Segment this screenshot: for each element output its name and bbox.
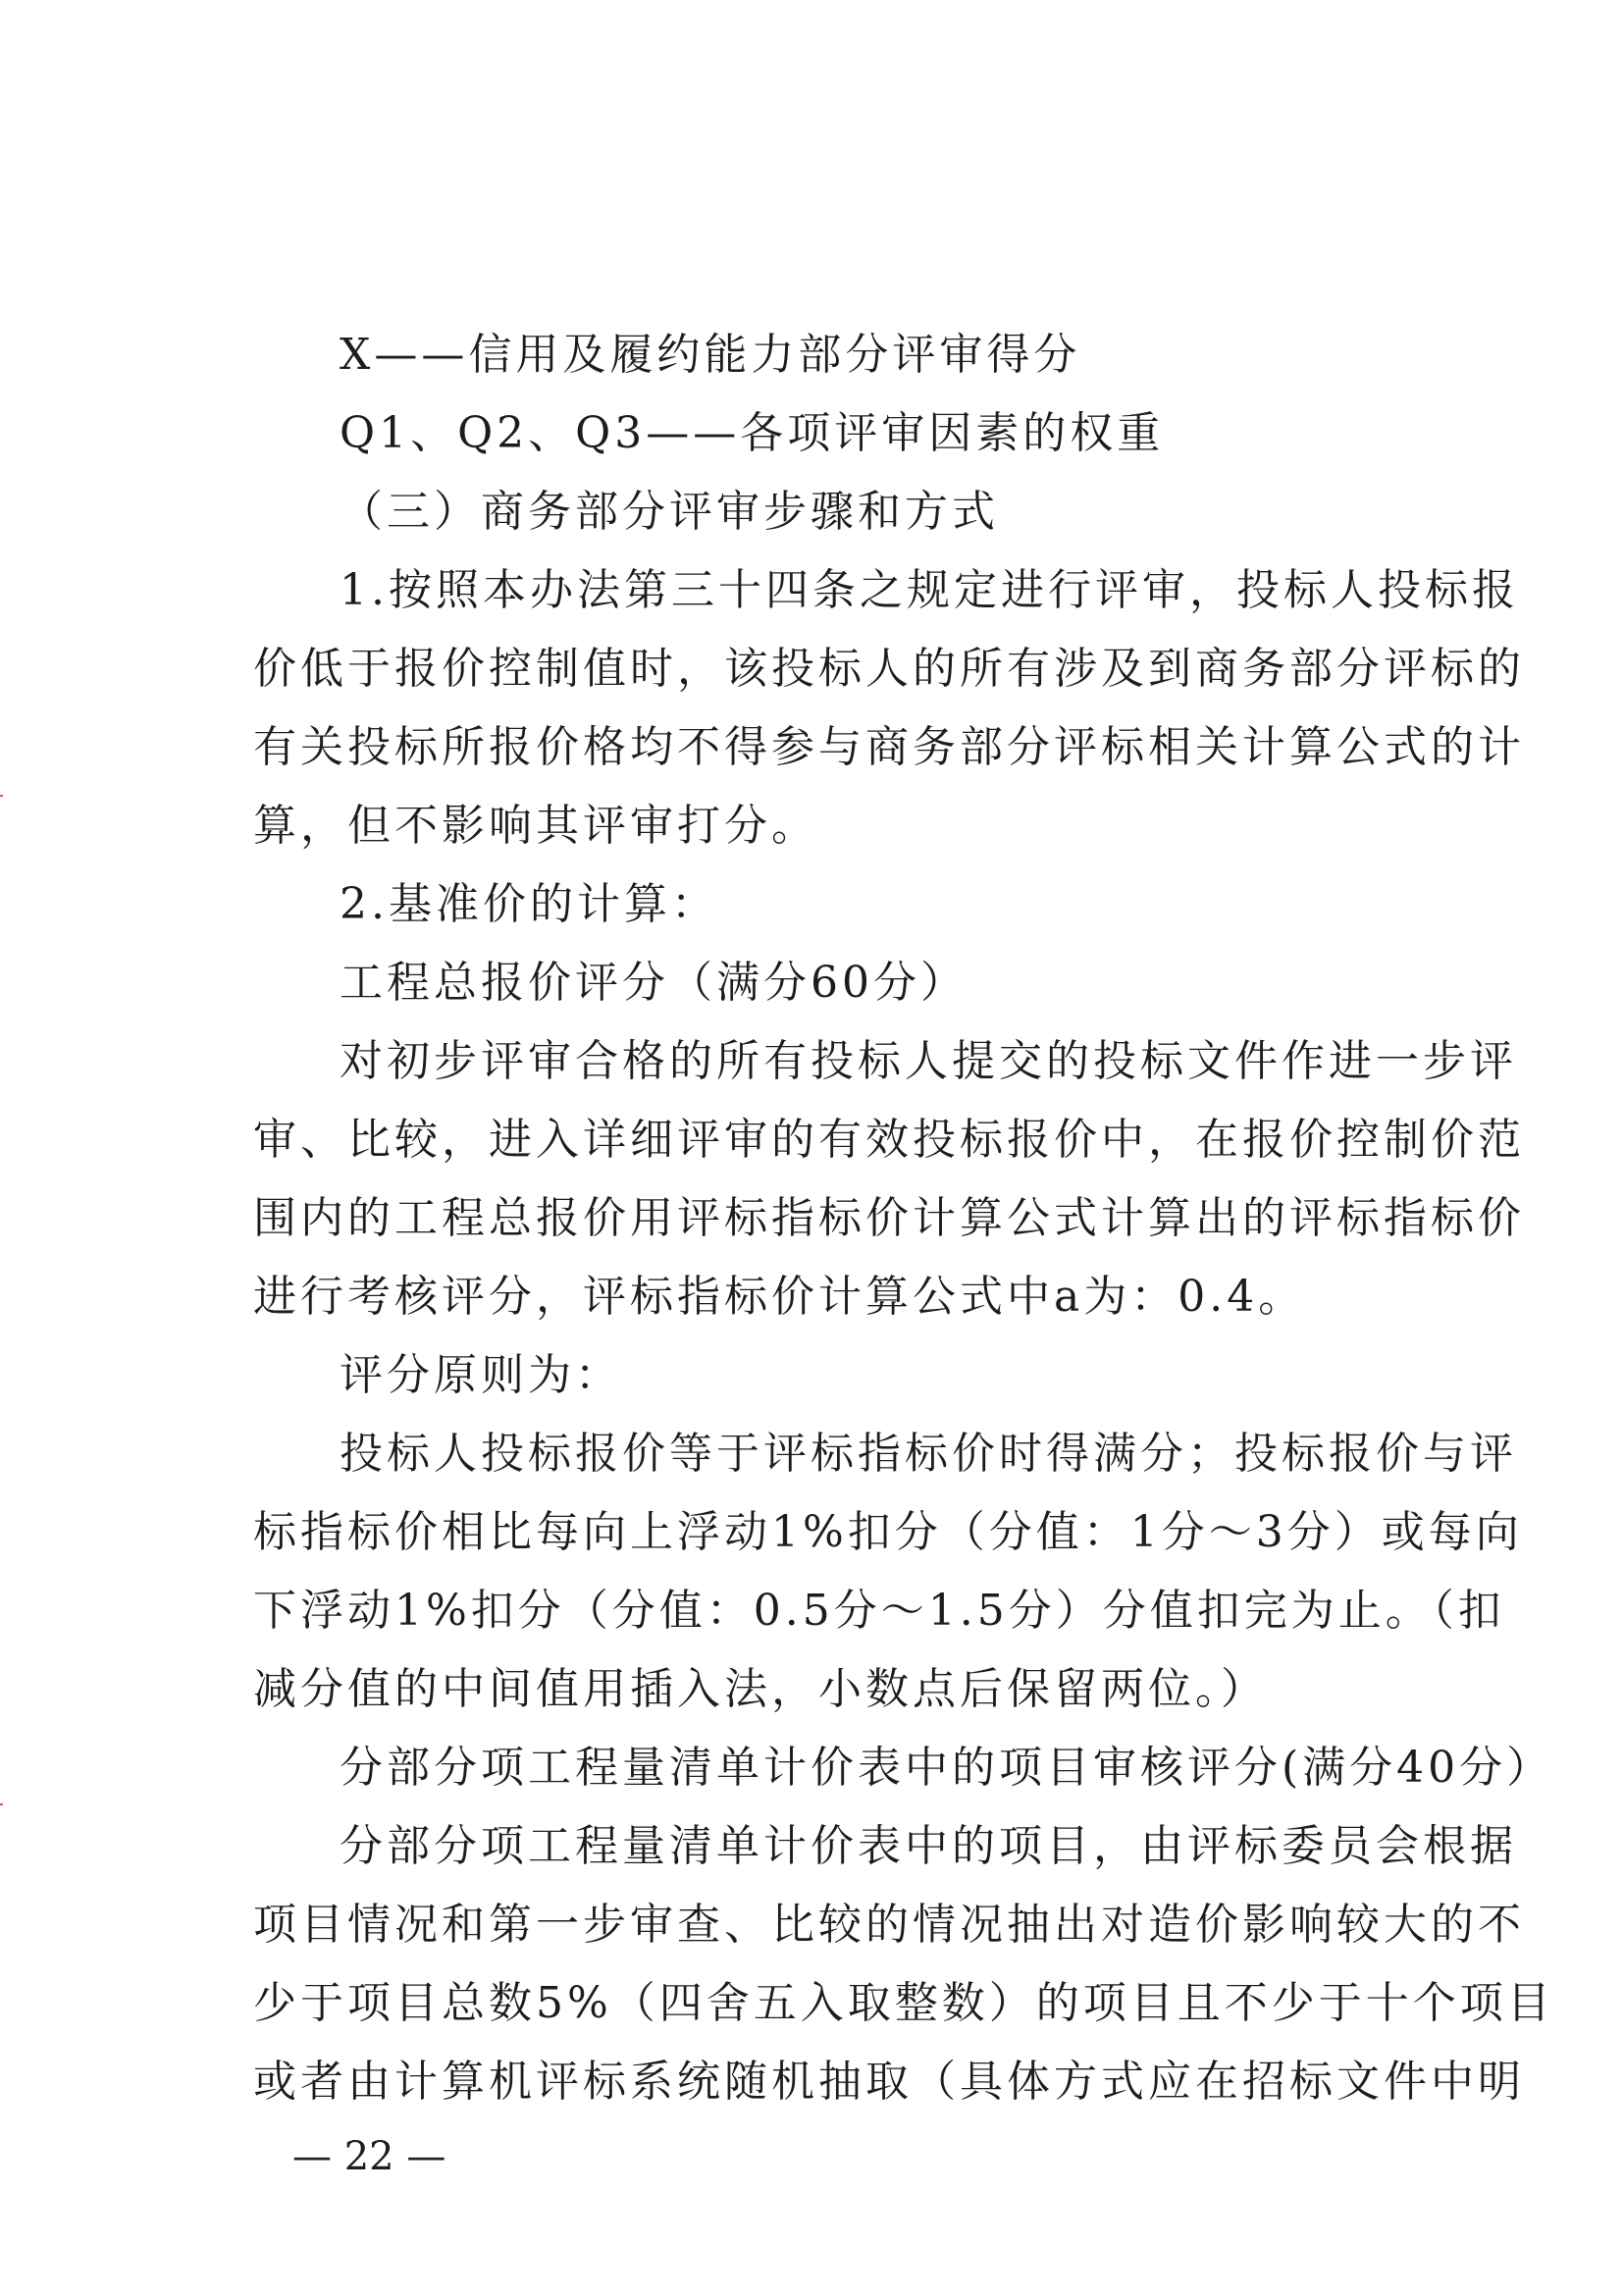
paragraph-line: 对初步评审合格的所有投标人提交的投标文件作进一步评	[340, 1036, 1517, 1086]
paragraph-line: 价低于报价控制值时，该投标人的所有涉及到商务部分评标的	[253, 644, 1525, 694]
paragraph-line: 审、比较，进入详细评审的有效投标报价中，在报价控制价范	[253, 1115, 1525, 1165]
paragraph-line: 进行考核评分，评标指标价计算公式中a为：0.4。	[253, 1272, 1306, 1322]
paragraph-line: 围内的工程总报价用评标指标价计算公式计算出的评标指标价	[253, 1193, 1525, 1243]
paragraph-line: 少于项目总数5%（四舍五入取整数）的项目且不少于十个项目	[253, 1978, 1554, 2028]
section-heading: （三）商务部分评审步骤和方式	[340, 487, 999, 537]
scan-edge-mark	[0, 1803, 3, 1805]
paragraph-line: 分部分项工程量清单计价表中的项目审核评分(满分40分）	[340, 1743, 1554, 1793]
paragraph-line: 或者由计算机评标系统随机抽取（具体方式应在招标文件中明	[253, 2057, 1525, 2107]
paragraph-line: 工程总报价评分（满分60分）	[340, 958, 968, 1008]
paragraph-line: 2.基准价的计算：	[340, 879, 718, 929]
scan-edge-mark	[0, 795, 3, 797]
paragraph-line: 分部分项工程量清单计价表中的项目，由评标委员会根据	[340, 1821, 1517, 1871]
paragraph-line: 1.按照本办法第三十四条之规定进行评审，投标人投标报	[340, 565, 1519, 615]
paragraph-line: 下浮动1%扣分（分值：0.5分～1.5分）分值扣完为止。（扣	[253, 1586, 1505, 1636]
paragraph-line: 算，但不影响其评审打分。	[253, 801, 818, 851]
paragraph-line: 减分值的中间值用插入法，小数点后保留两位。）	[253, 1664, 1268, 1714]
document-body	[253, 316, 1554, 2121]
paragraph-line: 投标人投标报价等于评标指标价时得满分；投标报价与评	[340, 1429, 1517, 1479]
formula-variable-q: Q1、Q2、Q3——各项评审因素的权重	[340, 408, 1165, 458]
paragraph-line: 项目情况和第一步审查、比较的情况抽出对造价影响较大的不	[253, 1900, 1525, 1950]
paragraph-line: 有关投标所报价格均不得参与商务部分评标相关计算公式的计	[253, 722, 1525, 772]
page-number: — 22 —	[292, 2134, 446, 2179]
paragraph-line: 标指标价相比每向上浮动1%扣分（分值：1分～3分）或每向	[253, 1507, 1523, 1557]
paragraph-line: 评分原则为：	[340, 1350, 622, 1400]
formula-variable-x: X——信用及履约能力部分评审得分	[340, 330, 1081, 380]
